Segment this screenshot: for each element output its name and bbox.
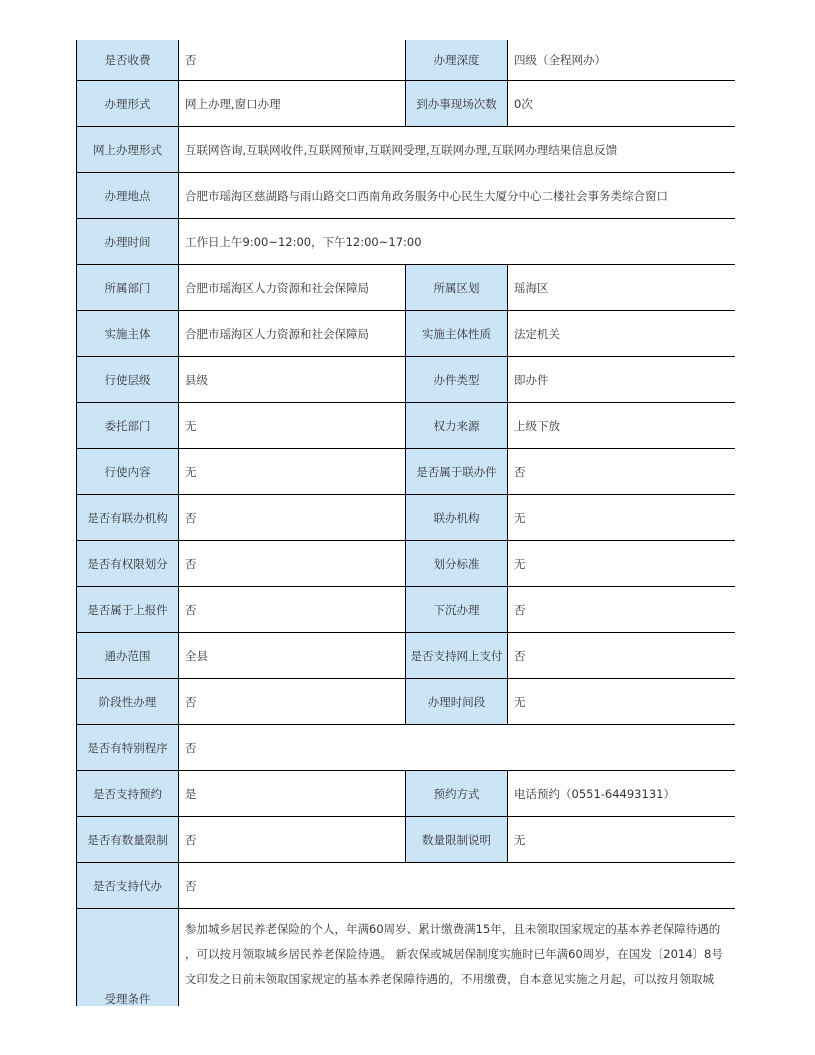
field-value: 否	[179, 495, 406, 541]
field-label: 办理形式	[77, 81, 179, 127]
field-value: 否	[508, 449, 736, 495]
table-row	[77, 311, 736, 357]
field-label: 办理深度	[406, 40, 508, 81]
field-value: 合肥市瑶海区人力资源和社会保障局	[179, 311, 406, 357]
table-row	[77, 909, 736, 1007]
field-label: 是否属于上报件	[77, 587, 179, 633]
field-label: 网上办理形式	[77, 127, 179, 173]
table-row	[77, 495, 736, 541]
field-label: 行使层级	[77, 357, 179, 403]
field-label: 行使内容	[77, 449, 179, 495]
service-info-table	[76, 40, 735, 1006]
field-value: 四级（全程网办）	[508, 40, 736, 81]
field-value: 0次	[508, 81, 736, 127]
field-label: 实施主体	[77, 311, 179, 357]
field-value: 无	[179, 449, 406, 495]
table-row	[77, 265, 736, 311]
field-value: 电话预约（0551-64493131）	[508, 771, 736, 817]
field-value: 否	[508, 587, 736, 633]
field-label: 是否支持预约	[77, 771, 179, 817]
table-row	[77, 817, 736, 863]
field-label: 划分标准	[406, 541, 508, 587]
field-label: 实施主体性质	[406, 311, 508, 357]
field-label: 阶段性办理	[77, 679, 179, 725]
table-row	[77, 725, 736, 771]
table-row	[77, 403, 736, 449]
table-row	[77, 771, 736, 817]
condition-line: 参加城乡居民养老保险的个人，年满60周岁、累计缴费满15年，且未领取国家规定的基本养老保障待遇的	[185, 922, 721, 936]
field-label: 是否收费	[77, 40, 179, 81]
table-row	[77, 863, 736, 909]
service-info-sheet	[76, 40, 735, 1006]
table-row	[77, 633, 736, 679]
table-row	[77, 173, 736, 219]
field-value: 是	[179, 771, 406, 817]
table-body	[77, 40, 736, 1006]
field-value: 否	[179, 679, 406, 725]
acceptance-condition-label: 受理条件	[77, 909, 179, 1007]
field-value: 上级下放	[508, 403, 736, 449]
field-label: 是否属于联办件	[406, 449, 508, 495]
field-label: 办件类型	[406, 357, 508, 403]
field-label: 预约方式	[406, 771, 508, 817]
table-row	[77, 449, 736, 495]
field-value: 县级	[179, 357, 406, 403]
field-label: 是否有权限划分	[77, 541, 179, 587]
field-value: 无	[179, 403, 406, 449]
field-label: 是否有数量限制	[77, 817, 179, 863]
field-value: 全县	[179, 633, 406, 679]
condition-line: ，可以按月领取城乡居民养老保险待遇。 新农保或城居保制度实施时已年满60周岁，在国发〔2014〕8号	[185, 947, 723, 961]
field-value: 无	[508, 541, 736, 587]
table-row	[77, 357, 736, 403]
field-label: 办理时间	[77, 219, 179, 265]
field-value: 无	[508, 495, 736, 541]
field-label: 是否支持网上支付	[406, 633, 508, 679]
field-value: 互联网咨询,互联网收件,互联网预审,互联网受理,互联网办理,互联网办理结果信息反馈	[179, 127, 736, 173]
field-value: 否	[508, 633, 736, 679]
field-label: 办理地点	[77, 173, 179, 219]
field-label: 委托部门	[77, 403, 179, 449]
field-value: 否	[179, 541, 406, 587]
field-label: 通办范围	[77, 633, 179, 679]
field-value: 合肥市瑶海区慈湖路与雨山路交口西南角政务服务中心民生大厦分中心二楼社会事务类综合窗口	[179, 173, 736, 219]
field-value: 工作日上午9:00~12:00，下午12:00~17:00	[179, 219, 736, 265]
field-value: 无	[508, 679, 736, 725]
field-label: 联办机构	[406, 495, 508, 541]
field-value: 即办件	[508, 357, 736, 403]
field-value: 否	[179, 40, 406, 81]
field-value: 否	[179, 725, 736, 771]
field-label: 数量限制说明	[406, 817, 508, 863]
field-value: 否	[179, 863, 736, 909]
field-value: 合肥市瑶海区人力资源和社会保障局	[179, 265, 406, 311]
field-label: 是否支持代办	[77, 863, 179, 909]
table-row	[77, 81, 736, 127]
condition-line: 文印发之日前未领取国家规定的基本养老保障待遇的，不用缴费，自本意见实施之月起，可以按月领取城	[185, 972, 714, 986]
field-label: 下沉办理	[406, 587, 508, 633]
table-row	[77, 541, 736, 587]
field-label: 到办事现场次数	[406, 81, 508, 127]
field-label: 所属部门	[77, 265, 179, 311]
field-value: 法定机关	[508, 311, 736, 357]
field-label: 办理时间段	[406, 679, 508, 725]
field-value: 网上办理,窗口办理	[179, 81, 406, 127]
field-label: 是否有特别程序	[77, 725, 179, 771]
acceptance-condition-text	[179, 909, 736, 1007]
table-row	[77, 679, 736, 725]
field-label: 权力来源	[406, 403, 508, 449]
field-value: 瑶海区	[508, 265, 736, 311]
field-value: 否	[179, 587, 406, 633]
field-label: 所属区划	[406, 265, 508, 311]
field-value: 无	[508, 817, 736, 863]
table-row	[77, 587, 736, 633]
table-row	[77, 40, 736, 81]
table-row	[77, 219, 736, 265]
field-value: 否	[179, 817, 406, 863]
table-row	[77, 127, 736, 173]
field-label: 是否有联办机构	[77, 495, 179, 541]
